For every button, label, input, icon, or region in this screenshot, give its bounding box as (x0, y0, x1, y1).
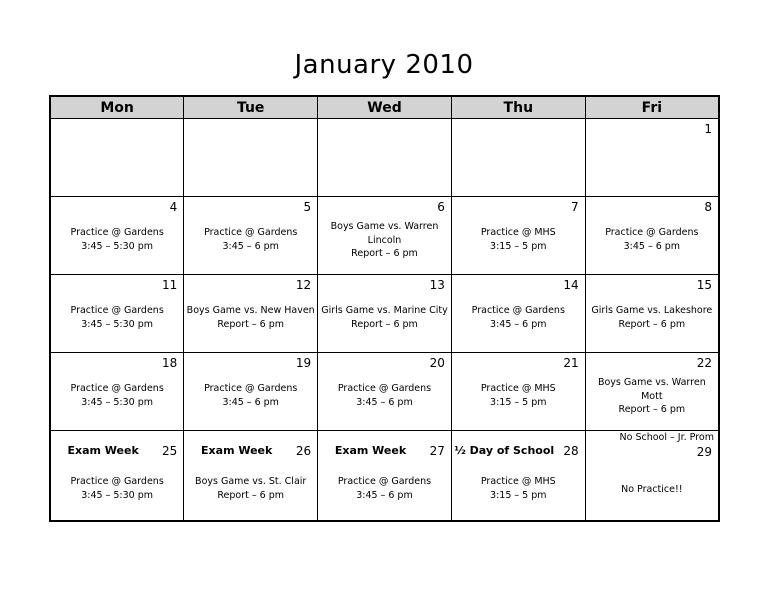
exam-week-label: Exam Week (67, 444, 139, 457)
weekday-header-mon: Mon (50, 96, 184, 119)
event-line: Boys Game vs. New Haven (186, 305, 315, 316)
event-line: Practice @ Gardens (471, 305, 565, 316)
event-line: 3:45 – 5:30 pm (81, 396, 154, 408)
day-cell (318, 119, 452, 197)
day-number: 13 (429, 278, 445, 292)
day-number: 29 (696, 445, 712, 459)
day-events (184, 475, 317, 502)
event-line: Practice @ Gardens (70, 305, 164, 316)
day-number: 20 (429, 356, 445, 370)
event-line: Report – 6 pm (618, 404, 686, 415)
day-events (184, 226, 317, 253)
event-line: Practice @ Gardens (337, 476, 432, 487)
day-number: 25 (162, 444, 178, 458)
day-cell (50, 197, 184, 275)
event-line: 3:45 – 5:30 pm (81, 489, 154, 501)
day-number: 28 (563, 444, 579, 458)
day-number: 14 (563, 278, 579, 292)
no-school-note: No School – Jr. Prom (619, 432, 714, 443)
day-number: 6 (437, 200, 445, 214)
day-number: 22 (696, 356, 712, 370)
day-events (586, 376, 718, 417)
day-cell (184, 275, 318, 353)
day-cell (451, 119, 585, 197)
event-line: 3:45 – 6 pm (356, 396, 413, 408)
day-cell (585, 353, 719, 431)
day-number: 7 (571, 200, 579, 214)
day-number: 11 (162, 278, 178, 292)
event-line: 3:45 – 5:30 pm (81, 318, 154, 330)
event-line: Mott (641, 390, 663, 402)
day-events (184, 304, 317, 331)
day-cell (451, 431, 585, 522)
day-events (184, 382, 317, 409)
event-line: 3:45 – 6 pm (222, 240, 279, 252)
day-cell (318, 353, 452, 431)
day-events (318, 475, 451, 502)
exam-week-label: Exam Week (201, 444, 273, 457)
event-line: 3:45 – 6 pm (222, 396, 279, 408)
day-cell (184, 431, 318, 522)
weekday-header-fri: Fri (585, 96, 719, 119)
event-line: Boys Game vs. St. Clair (195, 476, 307, 487)
event-line: 3:45 – 6 pm (490, 318, 547, 330)
day-number: 8 (704, 200, 712, 214)
day-cell (318, 275, 452, 353)
day-cell (451, 353, 585, 431)
day-cell (50, 275, 184, 353)
day-number: 18 (162, 356, 178, 370)
event-line: 3:45 – 6 pm (623, 240, 681, 252)
day-events (51, 475, 183, 502)
weekday-header-tue: Tue (184, 96, 318, 119)
day-events (318, 304, 451, 331)
day-events (51, 226, 183, 253)
week-row (50, 119, 719, 197)
event-line: Report – 6 pm (351, 318, 418, 330)
event-line: Practice @ MHS (480, 476, 556, 487)
event-line: Practice @ MHS (480, 383, 556, 394)
event-line: Girls Game vs. Marine City (321, 305, 448, 316)
event-line: Practice @ Gardens (70, 383, 164, 394)
event-line: Lincoln (367, 234, 402, 246)
event-line: Report – 6 pm (351, 248, 418, 259)
event-line: 3:15 – 5 pm (490, 489, 547, 501)
day-cell (50, 431, 184, 522)
day-number: 1 (704, 122, 712, 136)
calendar-grid (49, 95, 720, 522)
day-events (452, 475, 585, 502)
day-events (452, 382, 585, 409)
event-line: 3:15 – 5 pm (490, 240, 547, 252)
day-events (318, 220, 451, 261)
day-cell (585, 197, 719, 275)
day-number: 4 (169, 200, 178, 214)
day-cell (50, 119, 184, 197)
day-cell (318, 197, 452, 275)
event-line: Boys Game vs. Warren (597, 377, 706, 388)
event-line: Practice @ Gardens (70, 476, 164, 487)
day-number: 21 (563, 356, 579, 370)
event-line: 3:15 – 5 pm (490, 396, 547, 408)
event-line: Practice @ Gardens (337, 383, 432, 394)
day-events (51, 304, 183, 331)
day-cell (585, 119, 719, 197)
week-row (50, 197, 719, 275)
event-line: Practice @ Gardens (70, 227, 164, 238)
day-events (586, 226, 718, 253)
day-number: 27 (429, 444, 445, 458)
day-events (318, 382, 451, 409)
event-line: 3:45 – 5:30 pm (81, 240, 154, 252)
event-line: 3:45 – 6 pm (356, 489, 413, 501)
calendar-title: January 2010 (294, 50, 474, 80)
week-row (50, 275, 719, 353)
event-line: Practice @ Gardens (605, 227, 699, 238)
event-line: Report – 6 pm (217, 318, 285, 330)
day-cell (50, 353, 184, 431)
week-row (50, 431, 719, 522)
day-cell (184, 197, 318, 275)
day-cell (318, 431, 452, 522)
weekday-header-wed: Wed (318, 96, 452, 119)
day-number: 15 (696, 278, 712, 292)
day-events (586, 304, 718, 331)
event-line: Practice @ Gardens (204, 227, 298, 238)
weekday-header-thu: Thu (451, 96, 585, 119)
event-line: Report – 6 pm (217, 489, 285, 501)
event-line: Practice @ MHS (480, 227, 556, 238)
weekday-header-row (50, 96, 719, 119)
event-line: Girls Game vs. Lakeshore (591, 305, 713, 316)
day-number: 19 (295, 356, 312, 370)
day-cell (451, 197, 585, 275)
day-cell (184, 353, 318, 431)
day-cell (451, 275, 585, 353)
half-day-label: ½ Day of School (454, 444, 555, 457)
event-line: Report – 6 pm (618, 318, 686, 330)
event-line: Boys Game vs. Warren (330, 221, 439, 232)
day-cell (585, 275, 719, 353)
day-cell (184, 119, 318, 197)
day-number: 26 (295, 444, 312, 458)
event-line: No Practice!! (621, 484, 683, 495)
day-events (586, 483, 718, 497)
day-number: 12 (295, 278, 312, 292)
event-line: Practice @ Gardens (204, 383, 298, 394)
day-number: 5 (303, 200, 312, 214)
day-events (51, 382, 183, 409)
day-cell (585, 431, 719, 522)
day-events (452, 226, 585, 253)
exam-week-label: Exam Week (334, 444, 407, 457)
week-row (50, 353, 719, 431)
day-events (452, 304, 585, 331)
